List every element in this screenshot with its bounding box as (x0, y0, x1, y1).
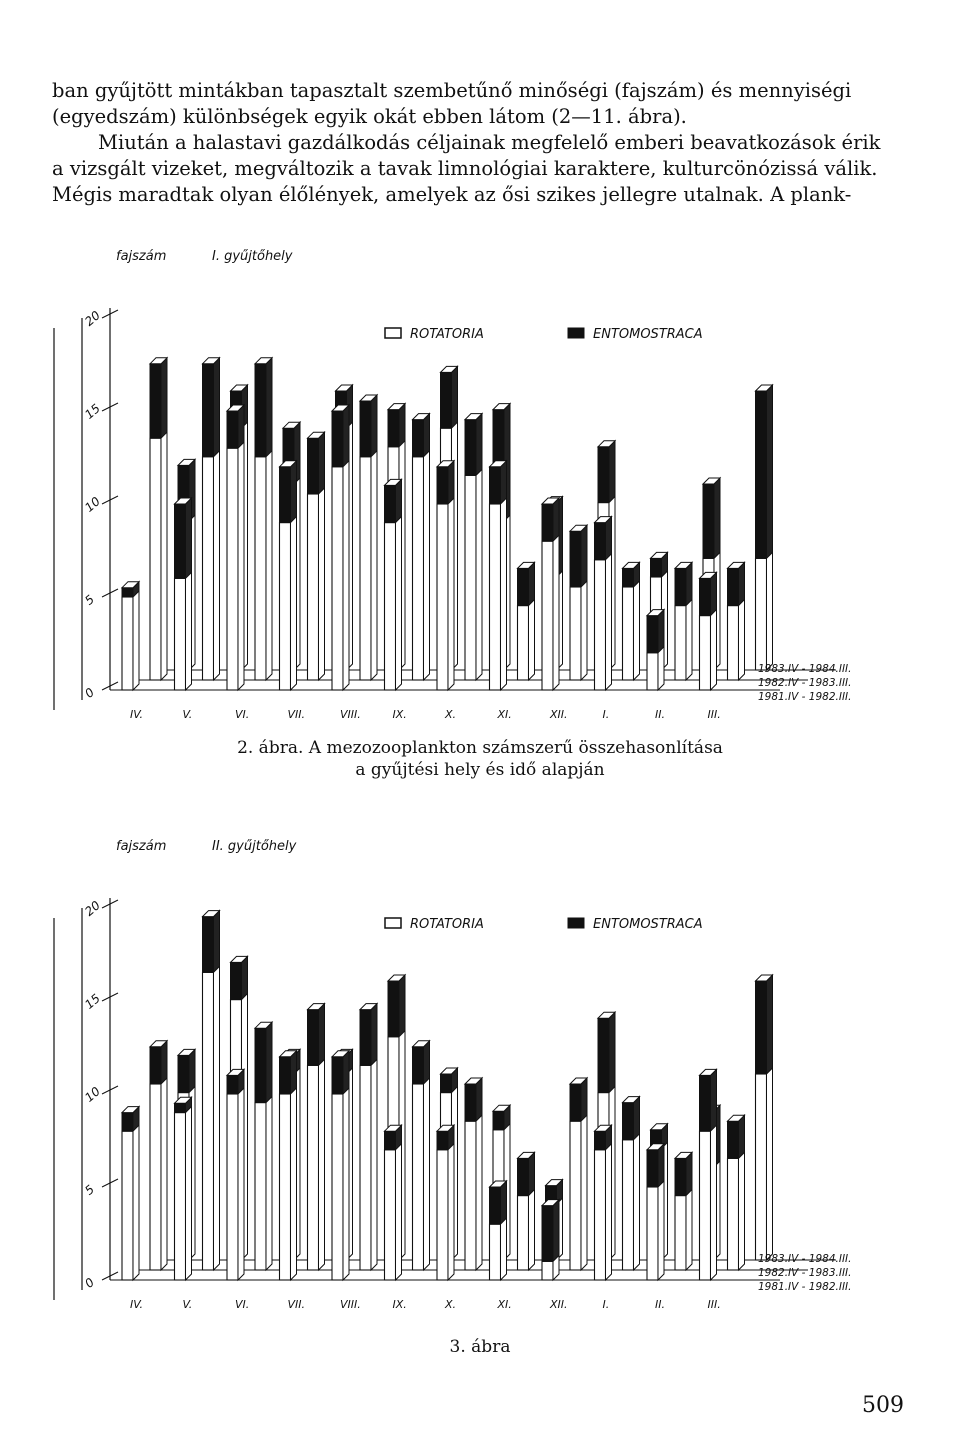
page-number: 509 (862, 1393, 904, 1418)
y-axis-title: fajszám (116, 249, 167, 264)
bar-entomostraca-side (319, 1004, 325, 1066)
bar-entomostraca-side (739, 1115, 745, 1158)
bar-rotatoria (280, 523, 291, 690)
bar-entomostraca-side (399, 975, 405, 1037)
bar-entomostraca (598, 447, 609, 503)
x-tick-label: V. (182, 1298, 193, 1311)
x-tick-label: IX. (392, 1298, 407, 1311)
caption-line: 3. ábra (449, 1337, 511, 1357)
legend-rotatoria-swatch (385, 328, 401, 338)
x-tick-label: IV. (130, 1298, 144, 1311)
bar-rotatoria (175, 578, 186, 690)
bar-entomostraca (493, 1111, 504, 1130)
bar-entomostraca (227, 1075, 238, 1094)
bar-entomostraca-side (343, 1051, 349, 1094)
bar-entomostraca (598, 1018, 609, 1092)
bar-rotatoria (360, 457, 371, 680)
bar-entomostraca-side (319, 432, 325, 494)
y-tick-label: 0 (82, 1275, 98, 1291)
bar-entomostraca-side (609, 1012, 615, 1092)
y-tick-label: 5 (82, 592, 98, 608)
bar-entomostraca (308, 438, 319, 494)
x-tick-label: VI. (235, 1298, 250, 1311)
x-tick-label: X. (445, 1298, 457, 1311)
bar-rotatoria (756, 1074, 767, 1260)
bar-entomostraca (542, 1206, 553, 1262)
bar-rotatoria (595, 1150, 606, 1280)
figure-2-chart (0, 240, 960, 800)
bar-entomostraca (441, 1074, 452, 1093)
bar-entomostraca-side (238, 405, 244, 448)
bar-rotatoria (518, 1196, 529, 1270)
bar-entomostraca (203, 364, 214, 457)
bar-rotatoria (280, 1094, 291, 1280)
bar-entomostraca (385, 1131, 396, 1150)
bar-rotatoria (542, 541, 553, 690)
x-tick-label: VII. (287, 708, 306, 721)
bar-rotatoria (465, 475, 476, 680)
bar-entomostraca (465, 420, 476, 476)
bar-rotatoria (332, 467, 343, 690)
bar-rotatoria (122, 597, 133, 690)
text-line: Miután a halastavi gazdálkodás céljainak megfelelő emberi beavatkozások érik (98, 131, 881, 154)
series-legend-label: 1983.IV - 1984.III. (758, 1253, 852, 1265)
x-tick-label: XII. (550, 708, 568, 721)
x-tick-label: IV. (130, 708, 144, 721)
bar-entomostraca (360, 1010, 371, 1066)
bar-rotatoria (360, 1065, 371, 1270)
y-tick-label: 5 (82, 1182, 98, 1198)
bar-entomostraca (728, 1121, 739, 1158)
bar-rotatoria (175, 1113, 186, 1280)
bar-entomostraca-side (371, 1004, 377, 1066)
x-tick-label: VIII. (340, 708, 361, 721)
legend-entomostraca-swatch (568, 918, 584, 928)
x-tick-label: II. (655, 1298, 665, 1311)
bar-entomostraca-side (581, 525, 587, 587)
legend-entomostraca-label: ENTOMOSTRACA (593, 917, 703, 932)
bar-entomostraca-side (711, 1069, 717, 1131)
bar-entomostraca (437, 467, 448, 504)
bar-rotatoria (700, 616, 711, 690)
bar-entomostraca (413, 420, 424, 457)
bar-entomostraca-side (396, 479, 402, 522)
bar-entomostraca-side (476, 1078, 482, 1121)
bar-entomostraca (570, 1084, 581, 1121)
bar-entomostraca (437, 1131, 448, 1150)
bar-entomostraca-side (214, 911, 220, 973)
bar-entomostraca (441, 372, 452, 428)
bar-entomostraca (700, 578, 711, 615)
bar-rotatoria (150, 438, 161, 680)
bar-rotatoria (675, 1196, 686, 1270)
bar-rotatoria (413, 1084, 424, 1270)
bar-rotatoria (150, 1084, 161, 1270)
bar-rotatoria (518, 606, 529, 680)
series-legend-label: 1981.IV - 1982.III. (758, 691, 852, 703)
bar-entomostraca (332, 411, 343, 467)
bar-entomostraca-side (291, 461, 297, 523)
bar-entomostraca (518, 568, 529, 605)
bar-rotatoria (647, 1187, 658, 1280)
y-tick-label: 20 (82, 308, 103, 329)
bar-entomostraca (756, 981, 767, 1074)
bar-entomostraca (178, 1055, 189, 1092)
x-tick-label: I. (602, 708, 610, 721)
bar-entomostraca (413, 1047, 424, 1084)
bar-rotatoria (385, 523, 396, 690)
x-tick-label: XI. (497, 708, 512, 721)
y-tick-label: 10 (82, 1084, 103, 1105)
bar-rotatoria (203, 457, 214, 680)
bar-entomostraca (203, 917, 214, 973)
bar-side (238, 1069, 244, 1280)
bar-rotatoria (413, 457, 424, 680)
bar-rotatoria (728, 1158, 739, 1270)
bar-entomostraca (388, 410, 399, 447)
bar-rotatoria (623, 587, 634, 680)
bar-entomostraca (388, 981, 399, 1037)
legend-entomostraca-swatch (568, 328, 584, 338)
bar-entomostraca-side (186, 498, 192, 578)
x-tick-label: VIII. (340, 1298, 361, 1311)
bar-entomostraca (280, 1057, 291, 1094)
bar-rotatoria (437, 1150, 448, 1280)
bar-entomostraca (360, 401, 371, 457)
bar-entomostraca-side (529, 1152, 535, 1195)
figure-2-caption (0, 737, 960, 781)
bar-entomostraca-side (658, 1144, 664, 1187)
bar-entomostraca (255, 1028, 266, 1102)
bar-rotatoria (332, 1094, 343, 1280)
bar-entomostraca-side (161, 1041, 167, 1084)
bar-rotatoria (255, 457, 266, 680)
x-tick-label: X. (445, 708, 457, 721)
x-tick-label: III. (707, 708, 721, 721)
chart-svg (0, 240, 960, 740)
bar-entomostraca-side (161, 358, 167, 438)
series-legend-label: 1983.IV - 1984.III. (758, 663, 852, 675)
bar-entomostraca (385, 485, 396, 522)
bar-entomostraca (647, 1150, 658, 1187)
bar-rotatoria (570, 1121, 581, 1270)
x-tick-label: II. (655, 708, 665, 721)
bar-entomostraca (150, 364, 161, 438)
bar-entomostraca (150, 1047, 161, 1084)
bar-entomostraca-side (291, 1051, 297, 1094)
bar-entomostraca (175, 1103, 186, 1112)
text-line: Mégis maradtak olyan élőlények, amelyek az ősi szikes jellegre utalnak. A plank- (52, 183, 852, 206)
bar-entomostraca-side (609, 441, 615, 503)
figure-3-caption (0, 1336, 960, 1358)
bar-entomostraca-side (214, 358, 220, 457)
bar-rotatoria (122, 1131, 133, 1280)
body-paragraph (52, 78, 912, 208)
bar-rotatoria (756, 558, 767, 670)
bar-entomostraca (542, 504, 553, 541)
bar-entomostraca (623, 1103, 634, 1140)
bar-entomostraca-side (553, 1200, 559, 1262)
bar-rotatoria (623, 1140, 634, 1270)
bar-entomostraca-side (501, 461, 507, 504)
bar-entomostraca (122, 1113, 133, 1132)
y-axis-title: fajszám (116, 839, 167, 854)
x-tick-label: IX. (392, 708, 407, 721)
bar-entomostraca-side (714, 478, 720, 558)
bar-entomostraca-side (711, 572, 717, 615)
bar-entomostraca (518, 1158, 529, 1195)
legend-entomostraca-label: ENTOMOSTRACA (593, 327, 703, 342)
bar-entomostraca (308, 1010, 319, 1066)
bar-rotatoria (675, 606, 686, 680)
bar-entomostraca-side (767, 385, 773, 558)
bar-rotatoria (437, 504, 448, 690)
bar-rotatoria (465, 1121, 476, 1270)
bar-entomostraca-side (424, 414, 430, 457)
bar-entomostraca (175, 504, 186, 578)
bar-rotatoria (700, 1131, 711, 1280)
bar-side (186, 1097, 192, 1280)
series-legend-label: 1982.IV - 1983.III. (758, 1267, 852, 1279)
x-tick-label: XI. (497, 1298, 512, 1311)
bar-entomostraca-side (266, 1022, 272, 1102)
bar-rotatoria (728, 606, 739, 680)
bar-rotatoria (308, 494, 319, 680)
caption-line: 2. ábra. A mezozooplankton számszerű összehasonlítása (237, 738, 723, 758)
bar-entomostraca (728, 568, 739, 605)
bar-rotatoria (255, 1103, 266, 1270)
bar-rotatoria (647, 653, 658, 690)
x-tick-label: I. (602, 1298, 610, 1311)
x-tick-label: V. (182, 708, 193, 721)
legend-rotatoria-label: ROTATORIA (410, 917, 484, 932)
y-tick-label: 10 (82, 494, 103, 515)
bar-entomostraca-side (476, 414, 482, 476)
bar-entomostraca-side (501, 1181, 507, 1224)
bar-entomostraca (332, 1057, 343, 1094)
bar-rotatoria (542, 1261, 553, 1280)
bar-entomostraca-side (452, 366, 458, 428)
x-tick-label: XII. (550, 1298, 568, 1311)
figure-title: II. gyűjtőhely (212, 839, 297, 854)
bar-entomostraca-side (242, 956, 248, 999)
x-tick-label: VII. (287, 1298, 306, 1311)
bar-entomostraca (675, 568, 686, 605)
y-tick-label: 20 (82, 898, 103, 919)
bar-entomostraca-side (424, 1041, 430, 1084)
bar-rotatoria (570, 587, 581, 680)
figure-3-chart (0, 830, 960, 1360)
bar-entomostraca (651, 558, 662, 577)
bar-side (133, 582, 139, 690)
bar-entomostraca (647, 616, 658, 653)
bar-entomostraca-side (399, 404, 405, 447)
legend-rotatoria-label: ROTATORIA (410, 327, 484, 342)
y-tick-label: 15 (82, 401, 103, 422)
figure-title: I. gyűjtőhely (212, 249, 293, 264)
bar-entomostraca-side (606, 517, 612, 560)
bar-entomostraca (700, 1075, 711, 1131)
chart-svg (0, 830, 960, 1330)
text-line: (egyedszám) különbségek egyik okát ebben látom (2—11. ábra). (52, 105, 687, 128)
bar-entomostraca-side (658, 610, 664, 653)
bar-entomostraca-side (189, 1049, 195, 1092)
bar-entomostraca (595, 523, 606, 560)
bar-entomostraca-side (686, 1152, 692, 1195)
text-line: ban gyűjtött mintákban tapasztalt szembetűnő minőségi (fajszám) és mennyiségi (52, 79, 852, 102)
bar-entomostraca (490, 467, 501, 504)
bar-entomostraca-side (634, 1097, 640, 1140)
text-line: a vizsgált vizeket, megváltozik a tavak limnológiai karaktere, kulturcönózissá válik. (52, 157, 878, 180)
bar-entomostraca (465, 1084, 476, 1121)
series-legend-label: 1981.IV - 1982.III. (758, 1281, 852, 1293)
bar-rotatoria (227, 448, 238, 690)
bar-entomostraca (490, 1187, 501, 1224)
bar-entomostraca (675, 1158, 686, 1195)
bar-entomostraca-side (767, 975, 773, 1074)
bar-entomostraca (280, 467, 291, 523)
bar-entomostraca-side (686, 562, 692, 605)
bar-rotatoria (385, 1150, 396, 1280)
legend-rotatoria-swatch (385, 918, 401, 928)
bar-rotatoria (308, 1065, 319, 1270)
bar-entomostraca-side (266, 358, 272, 457)
series-legend-label: 1982.IV - 1983.III. (758, 677, 852, 689)
bar-rotatoria (227, 1094, 238, 1280)
bar-rotatoria (490, 1224, 501, 1280)
bar-entomostraca-side (343, 405, 349, 467)
bar-entomostraca-side (553, 498, 559, 541)
y-tick-label: 15 (82, 991, 103, 1012)
bar-entomostraca-side (581, 1078, 587, 1121)
bar-entomostraca-side (739, 562, 745, 605)
bar-entomostraca-side (371, 395, 377, 457)
bar-entomostraca (255, 364, 266, 457)
bar-entomostraca (227, 411, 238, 448)
bar-entomostraca-side (448, 461, 454, 504)
bar-entomostraca (122, 588, 133, 597)
bar-entomostraca (623, 568, 634, 587)
bar-side (133, 1107, 139, 1280)
caption-line: a gyűjtési hely és idő alapján (355, 760, 605, 780)
bar-rotatoria (203, 972, 214, 1270)
y-tick-label: 0 (82, 685, 98, 701)
x-tick-label: III. (707, 1298, 721, 1311)
bar-entomostraca (756, 391, 767, 558)
bar-rotatoria (490, 504, 501, 690)
bar-entomostraca-side (529, 562, 535, 605)
bar-entomostraca (570, 531, 581, 587)
bar-rotatoria (595, 560, 606, 690)
bar-entomostraca (231, 962, 242, 999)
bar-entomostraca (703, 484, 714, 558)
x-tick-label: VI. (235, 708, 250, 721)
bar-entomostraca (595, 1131, 606, 1150)
